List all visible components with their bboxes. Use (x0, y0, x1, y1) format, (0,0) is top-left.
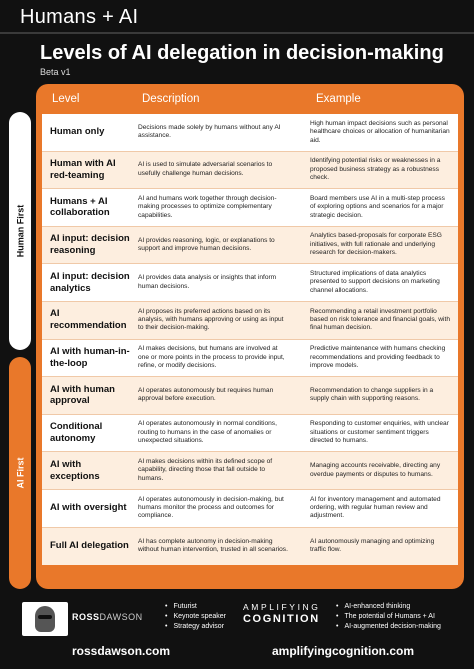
row-level: Full AI delegation (50, 540, 129, 552)
header-level: Level (52, 93, 80, 105)
row-level: AI input: decision analytics (50, 270, 130, 294)
ross-roles-list (165, 602, 226, 632)
table-row (42, 264, 458, 302)
row-level: AI with human approval (50, 383, 115, 407)
list-item: • Futurist (165, 602, 226, 612)
ross-dawson-portrait-logo (22, 602, 68, 636)
group-ai-first (9, 357, 31, 589)
row-description: AI provides data analysis or insights that inform human decisions. (138, 274, 277, 290)
row-level: Human with AI red-teaming (50, 158, 116, 181)
row-level: Human only (50, 126, 105, 138)
url-amplifyingcognition-link[interactable]: amplifyingcognition.com (272, 644, 415, 658)
page-subtitle: Beta v1 (40, 67, 71, 77)
delegation-table (36, 84, 464, 589)
amplifying-logo-bottom: COGNITION (243, 613, 320, 625)
row-description: Decisions made solely by humans without any AI assistance. (138, 123, 281, 140)
ross-dawson-logo-text (72, 612, 143, 622)
list-item: • AI-augmented decision-making (336, 622, 441, 632)
table-row (42, 490, 458, 528)
table-row (42, 528, 458, 566)
row-level: Conditional autonomy (50, 421, 103, 445)
table-header (36, 84, 464, 114)
table-row (42, 415, 458, 453)
footer (0, 596, 474, 669)
list-item: • AI-enhanced thinking (336, 602, 441, 612)
row-level: AI with exceptions (50, 458, 100, 482)
list-item: • Strategy advisor (165, 622, 226, 632)
table-row (42, 302, 458, 340)
row-level: AI input: decision reasoning (50, 233, 130, 257)
row-example: Analytics based-proposals for corporate ESG initiatives, with full rationale and underlying research for decision-makers. (310, 232, 442, 257)
group-human-first-label: Human First (15, 204, 26, 258)
url-rossdawson-link[interactable]: rossdawson.com (72, 644, 171, 658)
row-level: Humans + AI collaboration (50, 195, 110, 219)
row-description: AI provides reasoning, logic, or explanations to support and improve human decisions. (138, 236, 275, 253)
row-description: AI and humans work together through decision-making processes to optimize complementary capabilities. (138, 194, 277, 219)
list-item: • Keynote speaker (165, 612, 226, 622)
row-example: AI autonomously managing and optimizing traffic flow. (310, 537, 435, 554)
row-example: Predictive maintenance with humans checking recommendations and providing feedback to improve models. (310, 345, 446, 370)
row-example: AI for inventory management and automated ordering, with regular human review and adjustment. (310, 495, 441, 520)
group-ai-first-label: AI First (15, 457, 26, 489)
ross-name-b: DAWSON (99, 612, 143, 622)
page-title: Levels of AI delegation in decision-making (40, 42, 444, 64)
table-row (42, 227, 458, 265)
ross-name-a: ROSS (72, 612, 100, 622)
row-description: AI makes decisions within its defined scope of capability, directing those that fall outside to humans. (138, 457, 273, 482)
amplifying-topics-list (336, 602, 441, 632)
row-example: Recommending a retail investment portfolio based on risk tolerance and financial goals, with final human decision. (310, 307, 451, 332)
header-description: Description (142, 93, 200, 105)
row-description: AI operates autonomously in normal conditions, routing to humans in the case of anomalies or unexpected situations. (138, 420, 277, 445)
table-body (42, 114, 458, 583)
table-row (42, 377, 458, 415)
row-example: Structured implications of data analytics presented to support decisions on marketing channel allocations. (310, 270, 440, 294)
row-level: AI recommendation (50, 308, 127, 332)
row-example: High human impact decisions such as personal healthcare choices or allocation of humanitarian aid. (310, 119, 450, 144)
brand-title: Humans + AI (20, 6, 139, 28)
row-description: AI is used to simulate adversarial scenarios to usefully challenge human decisions. (138, 161, 273, 177)
table-row (42, 114, 458, 152)
brand-divider (0, 32, 474, 34)
row-description: AI operates autonomously in decision-making, but humans monitor the process and outcomes for compliance. (138, 495, 284, 520)
row-description: AI makes decisions, but humans are involved at one or more points in the process to provide input, refine, or modify decisions. (138, 345, 285, 370)
row-description: AI proposes its preferred actions based on its analysis, with humans approving or using as input to their decision-making. (138, 307, 284, 332)
group-human-first (9, 112, 31, 350)
row-level: AI with human-in-the-loop (50, 345, 130, 369)
header-example: Example (316, 93, 361, 105)
row-description: AI has complete autonomy in decision-making without human intervention, trusted in all scenarios. (138, 537, 288, 554)
row-example: Recommendation to change suppliers in a supply chain with supporting reasons. (310, 387, 434, 403)
table-row (42, 340, 458, 378)
row-level: AI with oversight (50, 502, 127, 514)
table-row (42, 189, 458, 227)
row-description: AI operates autonomously but requires human approval before execution. (138, 387, 274, 403)
table-row (42, 152, 458, 190)
row-example: Responding to customer enquiries, with unclear situations or customer sentiment triggers directed to humans. (310, 420, 449, 445)
amplifying-logo-top: AMPLIFYING (243, 602, 321, 612)
row-example: Managing accounts receivable, directing any overdue payments or disputes to humans. (310, 462, 441, 478)
list-item: • The potential of Humans + AI (336, 612, 441, 622)
row-example: Board members use AI in a multi-step process of exploring options and scenarios for a major strategic decision. (310, 194, 445, 219)
row-example: Identifying potential risks or weaknesses in a proposed business strategy as a robustness check. (310, 157, 441, 182)
table-row (42, 452, 458, 490)
